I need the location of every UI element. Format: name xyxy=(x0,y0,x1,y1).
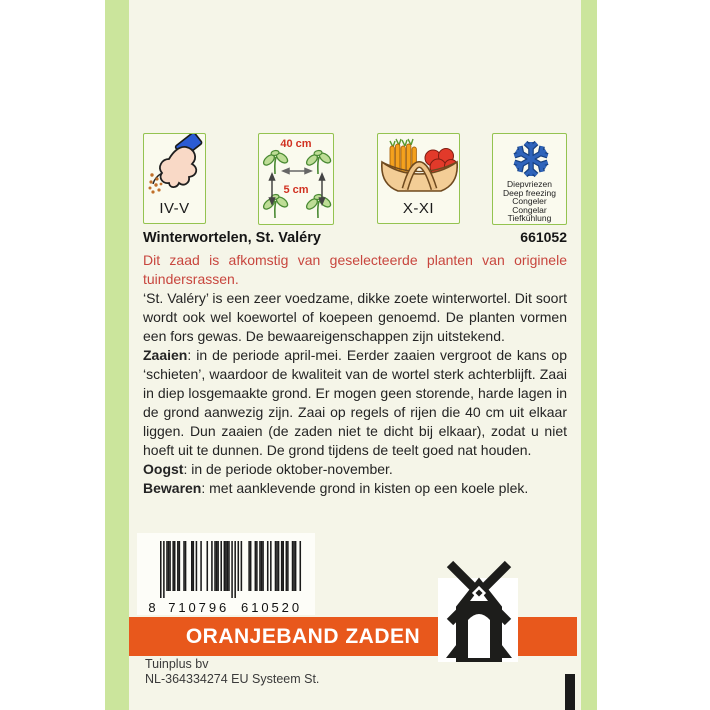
harvest-basket-icon xyxy=(378,136,461,200)
company-name: Tuinplus bv xyxy=(145,657,209,671)
freezing-line: Congeler xyxy=(512,196,547,207)
sowing-paragraph: Zaaien: in de periode april-mei. Eerder zaaien vergroot de kans op ‘schieten’, waardoor de kwaliteit van de wortel sterk achterblijft. Zaai in diep losgemaakte grond. Er mogen geen storende, harde lagen in de grond aanwezig zijn. Zaai op regels of rijen die 40 cm uit elkaar liggen. Dun zaaien (de zaden niet te dicht bij elkaar), zodat u niet hoeft uit te dunnen. De grond tijdens de teelt goed nat houden. xyxy=(143,347,567,458)
svg-text:710796: 710796 xyxy=(168,600,227,615)
freezing-line: Diepvriezen xyxy=(507,179,552,189)
plant-distance-label: 5 cm xyxy=(283,184,309,196)
horizontal-arrow-icon xyxy=(283,169,311,174)
spacing-diagram xyxy=(259,134,335,226)
row-distance-label: 40 cm xyxy=(280,138,312,150)
barcode xyxy=(137,533,315,615)
pictogram-spacing xyxy=(258,133,334,225)
variety-title: Winterwortelen, St. Valéry xyxy=(143,230,321,246)
description-paragraph: ‘St. Valéry’ is een zeer voedzame, dikke zoete winterwortel. Dit soort wordt ook wel koewortel of koepeen genoemd. De planten vormen een fors gewas. De bewaareigenschappen zijn uitstekend. xyxy=(143,290,567,344)
footer xyxy=(145,657,319,686)
windmill-icon xyxy=(438,556,518,662)
origin-notice: Dit zaad is afkomstig van geselecteerde planten van originele tuindersrassen. xyxy=(143,252,567,287)
harvest-period-label: X-XI xyxy=(402,200,435,217)
freezing-line: Deep freezing xyxy=(503,187,556,198)
pictogram-sowing xyxy=(143,133,206,224)
brand-name: ORANJEBAND ZADEN xyxy=(185,624,421,648)
snowflake-icon xyxy=(509,137,553,181)
pictogram-freezing xyxy=(492,133,567,225)
sowing-period-label: IV-V xyxy=(159,200,190,217)
pictogram-harvest xyxy=(377,133,460,224)
svg-text:8: 8 xyxy=(148,600,156,615)
registration-number: NL-364334274 EU Systeem St. xyxy=(145,671,320,686)
description-text xyxy=(143,289,567,498)
freezing-text xyxy=(493,180,566,223)
article-number: 661052 xyxy=(520,229,567,245)
print-registration-mark xyxy=(565,674,575,710)
windmill-logo xyxy=(438,556,518,662)
svg-text:610520: 610520 xyxy=(241,600,300,615)
header-row xyxy=(143,229,567,246)
freezing-line: Congelar xyxy=(512,204,547,215)
harvest-paragraph: Oogst: in de periode oktober-november. xyxy=(143,461,393,477)
freezing-line: Tiefkühlung xyxy=(507,213,552,224)
hand-sowing-icon xyxy=(144,134,204,196)
barcode-svg xyxy=(147,541,311,615)
storage-paragraph: Bewaren: met aanklevende grond in kisten op een koele plek. xyxy=(143,480,529,496)
